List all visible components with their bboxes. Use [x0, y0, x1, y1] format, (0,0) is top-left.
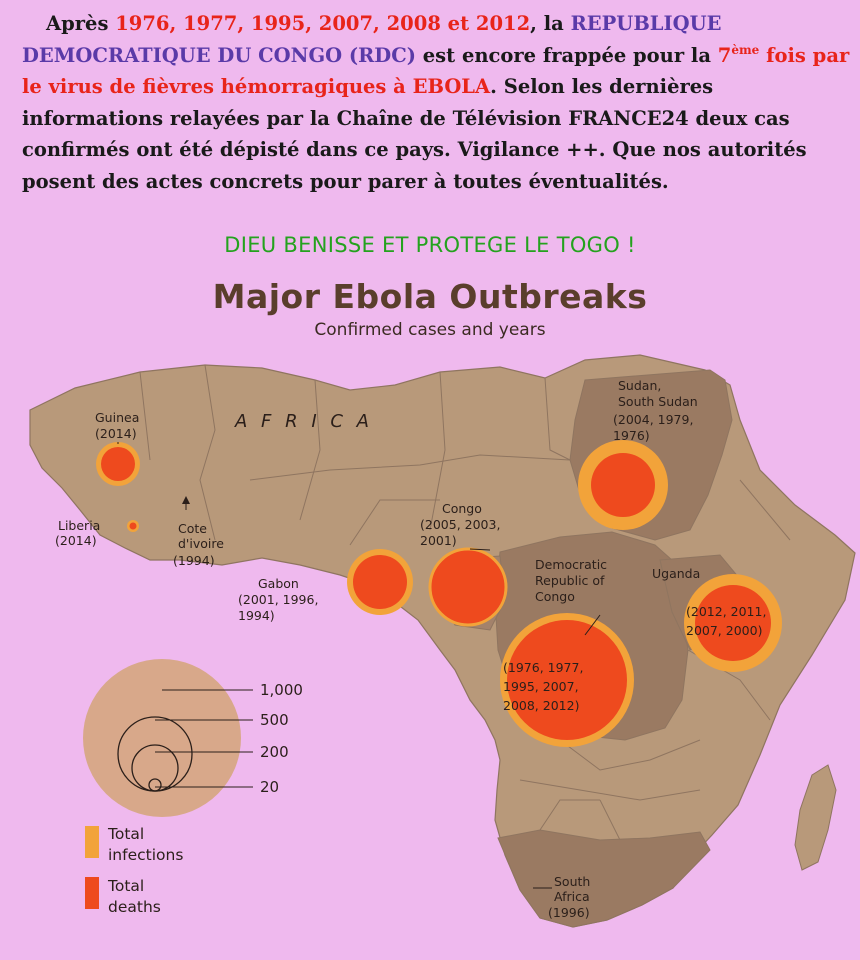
size-legend-20: 20 — [260, 778, 280, 796]
size-legend-1000: 1,000 — [260, 681, 303, 699]
map-title: Major Ebola Outbreaks — [212, 277, 648, 316]
gabon-years: (2001, 1996, 1994) — [238, 592, 319, 623]
map-subtitle: Confirmed cases and years — [314, 320, 546, 340]
liberia-name: Liberia — [58, 518, 101, 533]
caption-ordinal: 7 — [717, 43, 732, 67]
south-africa-name: South Africa — [554, 874, 591, 904]
sudan-years: (2004, 1979, 1976) — [613, 412, 694, 443]
size-legend — [83, 659, 303, 817]
gabon-name: Gabon — [258, 576, 299, 591]
sudan-deaths-bubble — [591, 453, 655, 517]
gabon-deaths-bubble — [353, 555, 407, 609]
caption-text: Après — [46, 12, 116, 35]
liberia-label — [55, 518, 100, 548]
guinea-name: Guinea — [95, 410, 140, 425]
south-africa-label — [548, 874, 590, 920]
caption-country-name: REPUBLIQUE DEMOCRATIQUE DU CONGO (RDC) — [22, 12, 722, 67]
madagascar-island — [795, 765, 836, 870]
uganda-years: (2012, 2011, 2007, 2000) — [686, 604, 767, 638]
deaths-key-line2: deaths — [108, 898, 161, 916]
liberia-deaths-bubble — [130, 523, 137, 530]
infections-key-line2: infections — [108, 846, 184, 864]
size-legend-disc — [83, 659, 241, 817]
deaths-key-line1: Total — [108, 877, 145, 895]
drc-years: (1976, 1977, 1995, 2007, 2008, 2012) — [503, 660, 584, 713]
continent-label: A F R I C A — [235, 411, 373, 432]
uganda-name: Uganda — [652, 566, 701, 581]
caption-text: , la — [530, 12, 571, 35]
south-africa-region — [498, 830, 710, 927]
drc-name: Democratic Republic of Congo — [535, 557, 608, 604]
liberia-years: (2014) — [55, 533, 97, 548]
congo-name: Congo — [442, 501, 482, 516]
guinea-deaths-bubble — [101, 447, 135, 481]
size-legend-500: 500 — [260, 711, 289, 729]
infections-key-line1: Total — [108, 825, 145, 843]
congo-infections-bubble — [430, 549, 506, 625]
congo-years: (2005, 2003, 2001) — [420, 517, 501, 548]
color-key — [85, 825, 183, 916]
caption-years: 1976, 1977, 1995, 2007, 2008 et 2012 — [115, 12, 531, 35]
caption-text: est encore frappée pour la — [415, 43, 718, 67]
guinea-label — [95, 410, 139, 441]
caption-ordinal-suffix: ème — [731, 42, 760, 57]
gabon-label — [238, 576, 318, 623]
sudan-name: Sudan, South Sudan — [618, 378, 698, 409]
south-africa-years: (1996) — [548, 905, 590, 920]
deaths-swatch — [85, 877, 99, 909]
cote-divoire-years: (1994) — [173, 553, 215, 568]
infections-swatch — [85, 826, 99, 858]
cote-divoire-name: Cote d'ivoire — [178, 521, 224, 551]
caption-text: . Selon les dernières informations relayées par la Chaîne de Télévision FRANCE24 deux cas confirmés ont été dépisté dans ce pays. Vigilance ++. Que nos autorités posent des actes concrets pour parer à toutes éventualités. — [22, 75, 807, 193]
blessing-line: DIEU BENISSE ET PROTEGE LE TOGO ! — [224, 233, 636, 257]
guinea-years: (2014) — [95, 426, 137, 441]
size-legend-200: 200 — [260, 743, 289, 761]
caption-virus-text: fois par le virus de fièvres hémorragiques à EBOLA — [22, 43, 850, 98]
